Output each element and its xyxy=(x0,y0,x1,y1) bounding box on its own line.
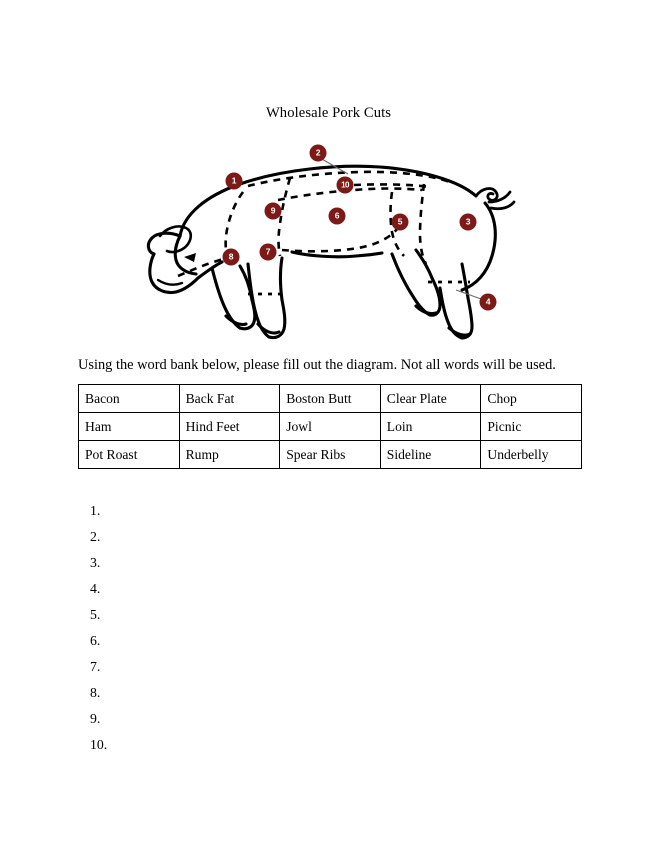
word-bank-cell[interactable]: Jowl xyxy=(280,413,381,441)
word-bank-cell[interactable]: Chop xyxy=(481,385,582,413)
pig-head xyxy=(148,233,222,292)
pig-snout-line xyxy=(158,280,182,285)
diagram-marker-6[interactable]: 6 xyxy=(329,208,346,225)
answer-row xyxy=(90,732,570,758)
answer-row xyxy=(90,628,570,654)
pig-eye xyxy=(184,253,196,262)
answer-number: 1. xyxy=(90,503,101,518)
answer-row xyxy=(90,706,570,732)
word-bank-cell[interactable]: Hind Feet xyxy=(179,413,280,441)
primal-cut-lines xyxy=(178,172,450,276)
answer-row xyxy=(90,576,570,602)
word-bank-cell[interactable]: Loin xyxy=(380,413,481,441)
answer-row xyxy=(90,680,570,706)
word-bank-cell[interactable]: Bacon xyxy=(79,385,180,413)
answer-number: 4. xyxy=(90,581,101,596)
answer-number: 6. xyxy=(90,633,101,648)
page-title: Wholesale Pork Cuts xyxy=(265,105,392,121)
diagram-marker-10[interactable]: 10 xyxy=(337,177,354,194)
answer-list xyxy=(90,498,570,758)
answer-number: 9. xyxy=(90,711,101,726)
pig-tail xyxy=(476,189,514,209)
instruction-text: Using the word bank below, please fill out the diagram. Not all words will be used. xyxy=(78,357,556,373)
word-bank-cell[interactable]: Spear Ribs xyxy=(280,441,381,469)
diagram-marker-4[interactable]: 4 xyxy=(480,294,497,311)
word-bank-cell[interactable]: Picnic xyxy=(481,413,582,441)
word-bank-cell[interactable]: Rump xyxy=(179,441,280,469)
answer-row xyxy=(90,550,570,576)
word-bank-cell[interactable]: Sideline xyxy=(380,441,481,469)
diagram-marker-5[interactable]: 5 xyxy=(392,214,409,231)
answer-number: 8. xyxy=(90,685,101,700)
diagram-marker-1[interactable]: 1 xyxy=(226,173,243,190)
word-bank-cell[interactable]: Boston Butt xyxy=(280,385,381,413)
answer-row xyxy=(90,498,570,524)
word-bank-table xyxy=(78,384,582,469)
answer-row xyxy=(90,524,570,550)
word-bank-cell[interactable]: Back Fat xyxy=(179,385,280,413)
word-bank-cell[interactable]: Pot Roast xyxy=(79,441,180,469)
word-bank-cell[interactable]: Underbelly xyxy=(481,441,582,469)
answer-number: 10. xyxy=(90,737,108,752)
diagram-marker-3[interactable]: 3 xyxy=(460,214,477,231)
pork-cuts-diagram xyxy=(140,140,520,345)
answer-row xyxy=(90,654,570,680)
diagram-marker-8[interactable]: 8 xyxy=(223,249,240,266)
pig-front-legs xyxy=(212,258,285,338)
diagram-marker-7[interactable]: 7 xyxy=(260,244,277,261)
pig-outline-svg xyxy=(140,140,520,345)
answer-number: 2. xyxy=(90,529,101,544)
pig-body-outline xyxy=(175,166,495,290)
word-bank-row xyxy=(79,413,582,441)
diagram-marker-9[interactable]: 9 xyxy=(265,203,282,220)
word-bank-row xyxy=(79,441,582,469)
answer-row xyxy=(90,602,570,628)
word-bank-cell[interactable]: Clear Plate xyxy=(380,385,481,413)
word-bank-cell[interactable]: Ham xyxy=(79,413,180,441)
diagram-marker-2[interactable]: 2 xyxy=(310,145,327,162)
word-bank-row xyxy=(79,385,582,413)
answer-number: 7. xyxy=(90,659,101,674)
pig-hind-legs xyxy=(392,250,472,338)
answer-number: 5. xyxy=(90,607,101,622)
answer-number: 3. xyxy=(90,555,101,570)
